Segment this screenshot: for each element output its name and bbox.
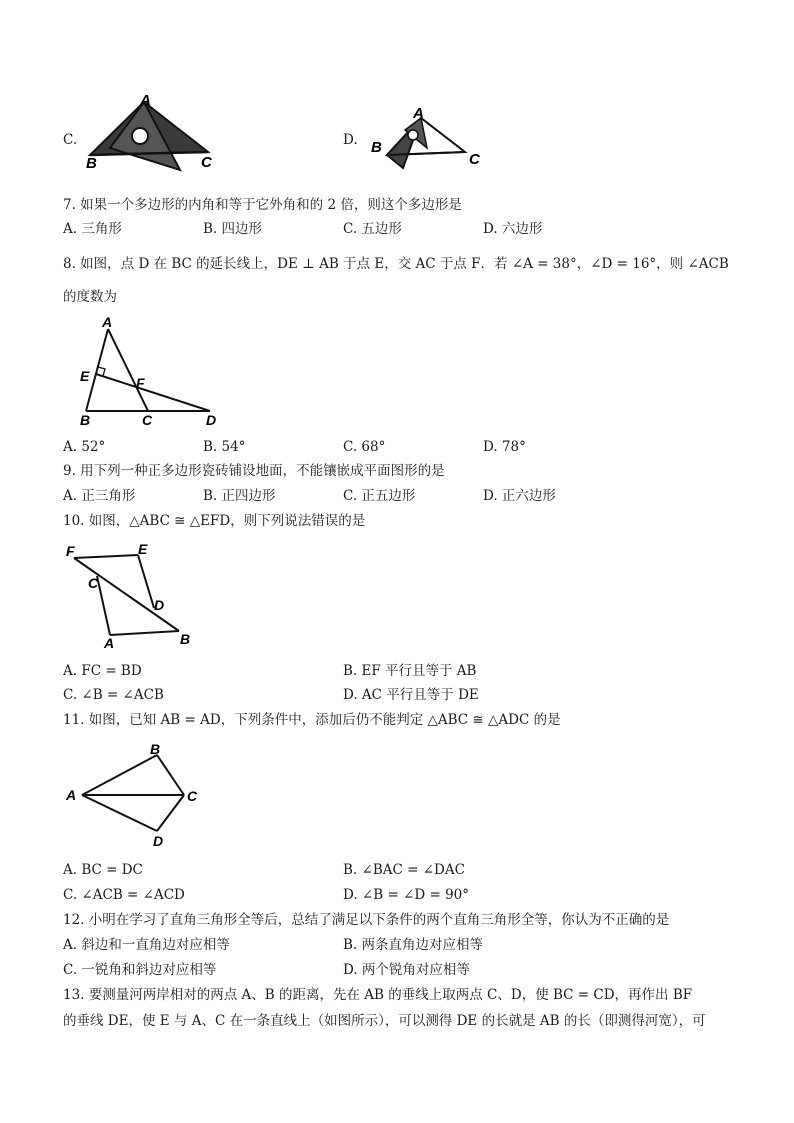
q8-label-d: D	[206, 412, 217, 427]
q11-label-a: A	[66, 787, 77, 803]
q12-stem: 12. 小明在学习了直角三角形全等后，总结了满足以下条件的两个直角三角形全等，你认为不正确的是	[63, 912, 670, 928]
q8-option-c: C. 68°	[343, 439, 386, 455]
q11-option-a: A. BC = DC	[63, 862, 143, 878]
q12-option-d: D. 两个锐角对应相等	[343, 962, 470, 978]
q11-figure	[62, 738, 212, 850]
q8-label-c: C	[142, 412, 153, 427]
q13-stem-line2: 的垂线 DE，使 E 与 A、C 在一条直线上（如图所示），可以测得 DE 的长就是 AB 的长（即测得河宽），可	[63, 1013, 706, 1029]
q7-option-d: D. 六边形	[483, 221, 543, 237]
q10-option-d: D. AC 平行且等于 DE	[343, 687, 479, 703]
q10-label-b: B	[180, 631, 191, 647]
q11-option-b: B. ∠BAC = ∠DAC	[343, 862, 465, 878]
q11-label-d: D	[153, 833, 164, 849]
q6-figure-c	[80, 90, 230, 180]
q6d-label-a: A	[413, 105, 424, 122]
q10-label-d: D	[154, 597, 165, 613]
q10-label-a: A	[104, 635, 115, 650]
q6d-label-c: C	[469, 151, 480, 168]
q6d-label-b: B	[371, 139, 382, 156]
q9-option-a: A. 正三角形	[63, 488, 136, 504]
q10-figure	[62, 538, 202, 650]
q10-label-e: E	[138, 541, 148, 557]
q13-stem-line1: 13. 要测量河两岸相对的两点 A、B 的距离，先在 AB 的垂线上取两点 C、D，使 BC = CD，再作出 BF	[63, 987, 693, 1003]
q8-stem-line2: 的度数为	[63, 289, 117, 305]
q8-label-a: A	[102, 315, 113, 330]
q8-option-d: D. 78°	[483, 439, 526, 455]
q6-figure-d	[365, 100, 495, 175]
q11-option-d: D. ∠B = ∠D = 90°	[343, 887, 470, 903]
q10-option-c: C. ∠B = ∠ACB	[63, 687, 164, 703]
q8-option-a: A. 52°	[63, 439, 106, 455]
q9-option-c: C. 正五边形	[343, 488, 416, 504]
q11-stem: 11. 如图，已知 AB = AD，下列条件中，添加后仍不能判定 △ABC ≅ △ADC 的是	[63, 712, 561, 728]
q6-option-c-label: C.	[63, 132, 78, 148]
q6-option-d-label: D.	[343, 132, 358, 148]
q7-option-b: B. 四边形	[203, 221, 263, 237]
q8-label-e: E	[80, 368, 90, 384]
q6c-label-b: B	[86, 155, 97, 172]
q10-option-a: A. FC = BD	[63, 663, 142, 679]
q12-option-a: A. 斜边和一直角边对应相等	[63, 937, 230, 953]
q7-stem: 7. 如果一个多边形的内角和等于它外角和的 2 倍，则这个多边形是	[63, 197, 462, 213]
q11-label-c: C	[187, 788, 198, 804]
q9-option-d: D. 正六边形	[483, 488, 556, 504]
q10-label-f: F	[66, 543, 75, 559]
q10-stem: 10. 如图，△ABC ≅ △EFD，则下列说法错误的是	[63, 513, 366, 529]
q9-option-b: B. 正四边形	[203, 488, 276, 504]
q9-stem: 9. 用下列一种正多边形瓷砖铺设地面，不能镶嵌成平面图形的是	[63, 463, 445, 479]
q8-label-f: F	[136, 375, 145, 391]
q7-option-a: A. 三角形	[63, 221, 122, 237]
q8-label-b: B	[80, 412, 91, 427]
q7-option-c: C. 五边形	[343, 221, 402, 237]
q6c-label-a: A	[140, 92, 151, 109]
q12-option-b: B. 两条直角边对应相等	[343, 937, 484, 953]
q10-option-b: B. EF 平行且等于 AB	[343, 663, 477, 679]
q8-option-b: B. 54°	[203, 439, 246, 455]
q11-label-b: B	[150, 741, 161, 757]
q8-figure	[70, 315, 230, 427]
q6c-label-c: C	[201, 154, 212, 171]
q10-label-c: C	[88, 575, 99, 591]
q12-option-c: C. 一锐角和斜边对应相等	[63, 962, 217, 978]
q8-stem-line1: 8. 如图，点 D 在 BC 的延长线上，DE ⊥ AB 于点 E，交 AC 于点 F．若 ∠A = 38°，∠D = 16°，则 ∠ACB	[63, 256, 729, 272]
q11-option-c: C. ∠ACB = ∠ACD	[63, 887, 185, 903]
